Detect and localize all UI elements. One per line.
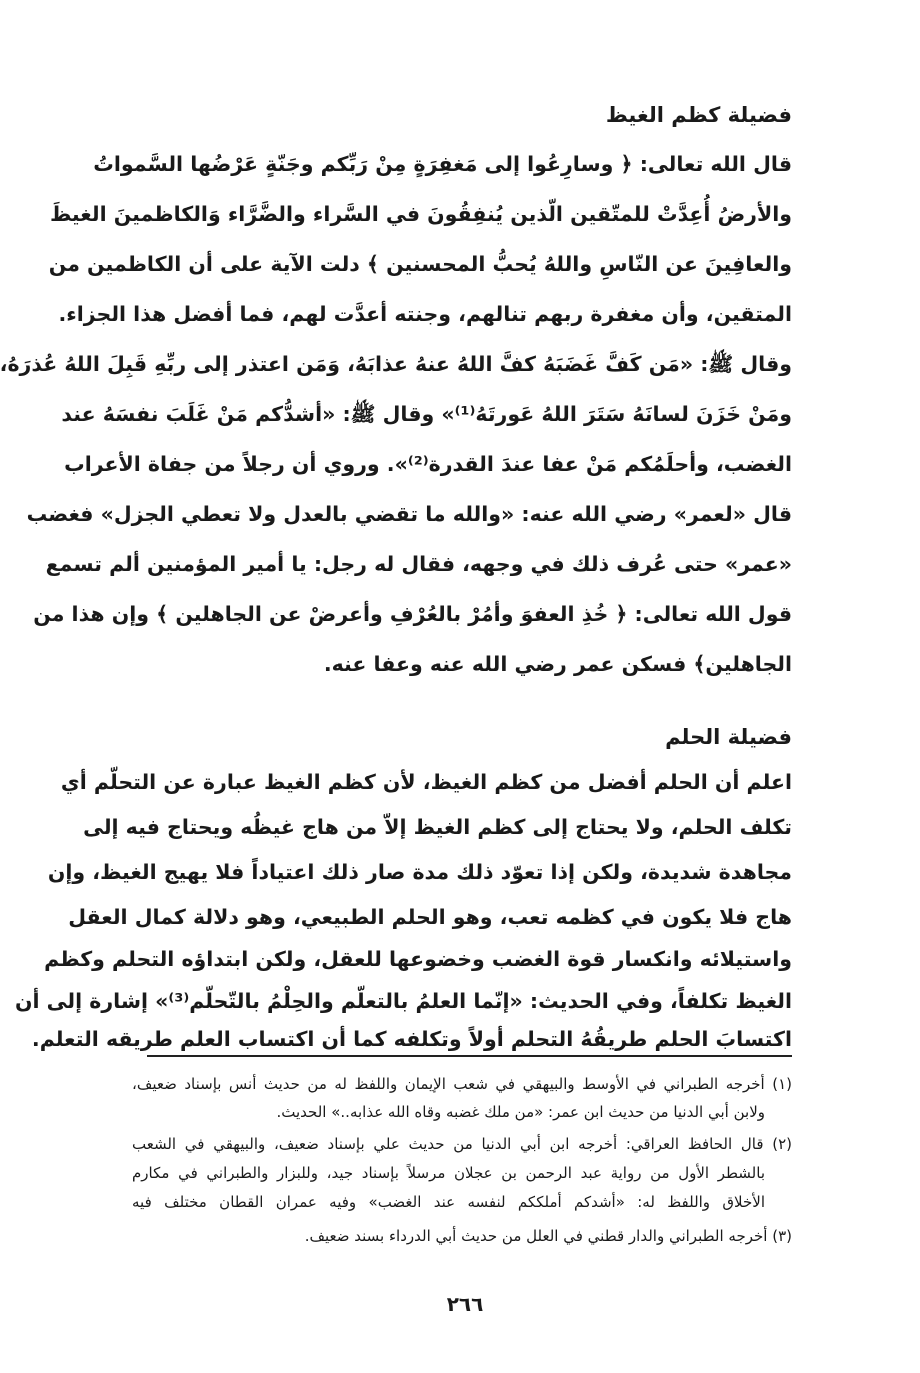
- section-heading-anger-restraint: فضيلة كظم الغيظ: [605, 103, 792, 127]
- paragraph-line: قال الله تعالى: ﴿ وسارِعُوا إلى مَغفِرَةٍ مِنْ رَبِّكم وجَنّةٍ عَرْضُها السَّمواتُ: [93, 152, 792, 176]
- paragraph-line: الغيظ تكلفاً، وفي الحديث: «إنّما العلمُ بالتعلّم والحِلْمُ بالتّحلّم⁽³⁾» إشارة إلى أن: [14, 989, 792, 1013]
- paragraph-line: اكتسابَ الحلم طريقُهُ التحلم أولاً وتكلفه كما أن اكتساب العلم طريقه التعلم.: [31, 1027, 792, 1051]
- section-heading-forbearance: فضيلة الحلم: [665, 725, 792, 749]
- paragraph-line: المتقين، وأن مغفرة ربهم تنالهم، وجنته أعدَّت لهم، فما أفضل هذا الجزاء.: [58, 302, 792, 326]
- paragraph-line: قال «لعمر» رضي الله عنه: «والله ما تقضي بالعدل ولا تعطي الجزل» فغضب: [26, 502, 792, 526]
- footnote-line: (١) أخرجه الطبراني في الأوسط والبيهقي في شعب الإيمان واللفظ له من حديث أنس بإسناد ضعيف،: [132, 1075, 792, 1093]
- footnote-line: (٢) قال الحافظ العراقي: أخرجه ابن أبي الدنيا من حديث علي بإسناد ضعيف، والبيهقي في الشعب: [132, 1135, 792, 1153]
- paragraph-line: والعافِينَ عن النّاسِ واللهُ يُحبُّ المحسنين ﴾ دلت الآية على أن الكاظمين من: [48, 252, 792, 276]
- paragraph-line: وقال ﷺ: «مَن كَفَّ غَضَبَهُ كفَّ اللهُ عنهُ عذابَهُ، وَمَن اعتذر إلى ربِّهِ قَبِلَ اللهُ عُذرَهُ،: [0, 352, 792, 376]
- paragraph-line: واستيلائه وانكسار قوة الغضب وخضوعها للعقل، ولكن ابتداؤه التحلم وكظم: [44, 947, 792, 971]
- paragraph-line: ومَنْ خَزَنَ لسانَهُ سَتَرَ اللهُ عَورتَهُ⁽¹⁾» وقال ﷺ: «أشدُّكم مَنْ غَلَبَ نفسَهُ عند: [61, 402, 792, 426]
- paragraph-line: «عمر» حتى عُرف ذلك في وجهه، فقال له رجل: يا أمير المؤمنين ألم تسمع: [45, 552, 792, 576]
- footnote-line: بالشطر الأول من رواية عبد الرحمن بن عجلان مرسلاً بإسناد جيد، وللبزار والطبراني في مكارم: [132, 1164, 765, 1182]
- paragraph-line: الجاهلين﴾ فسكن عمر رضي الله عنه وعفا عنه.: [323, 652, 792, 676]
- footnote-separator: [147, 1055, 792, 1057]
- footnote-line: الأخلاق واللفظ له: «أشدكم أملككم لنفسه عند الغضب» وفيه عمران القطان مختلف فيه: [132, 1193, 765, 1211]
- paragraph-line: قول الله تعالى: ﴿ خُذِ العفوَ وأمُرْ بالعُرْفِ وأعرضْ عن الجاهلين ﴾ وإن هذا من: [33, 602, 792, 626]
- paragraph-line: هاج فلا يكون في كظمه تعب، وهو الحلم الطبيعي، وهو دلالة كمال العقل: [68, 905, 792, 929]
- paragraph-line: اعلم أن الحلم أفضل من كظم الغيظ، لأن كظم الغيظ عبارة عن التحلّم أي: [60, 770, 792, 794]
- paragraph-line: الغضب، وأحلَمُكم مَنْ عفا عندَ القدرة⁽²⁾». وروي أن رجلاً من جفاة الأعراب: [64, 452, 792, 476]
- paragraph-line: مجاهدة شديدة، ولكن إذا تعوّد ذلك مدة صار ذلك اعتياداً فلا يهيج الغيظ، وإن: [47, 860, 792, 884]
- footnote-line: (٣) أخرجه الطبراني والدار قطني في العلل من حديث أبي الدرداء بسند ضعيف.: [304, 1227, 792, 1245]
- footnote-line: ولابن أبي الدنيا من حديث ابن عمر: «من ملك غضبه وقاه الله عذابه..» الحديث.: [276, 1103, 765, 1121]
- paragraph-line: والأرضُ أُعِدَّتْ للمتّقين الّذين يُنفِقُونَ في السَّراء والضَّرَّاء وَالكاظمينَ الغيظَ: [49, 202, 792, 226]
- paragraph-line: تكلف الحلم، ولا يحتاج إلى كظم الغيظ إلاّ من هاج غيظُه ويحتاج فيه إلى: [83, 815, 792, 839]
- page-number: ٢٦٦: [446, 1292, 484, 1316]
